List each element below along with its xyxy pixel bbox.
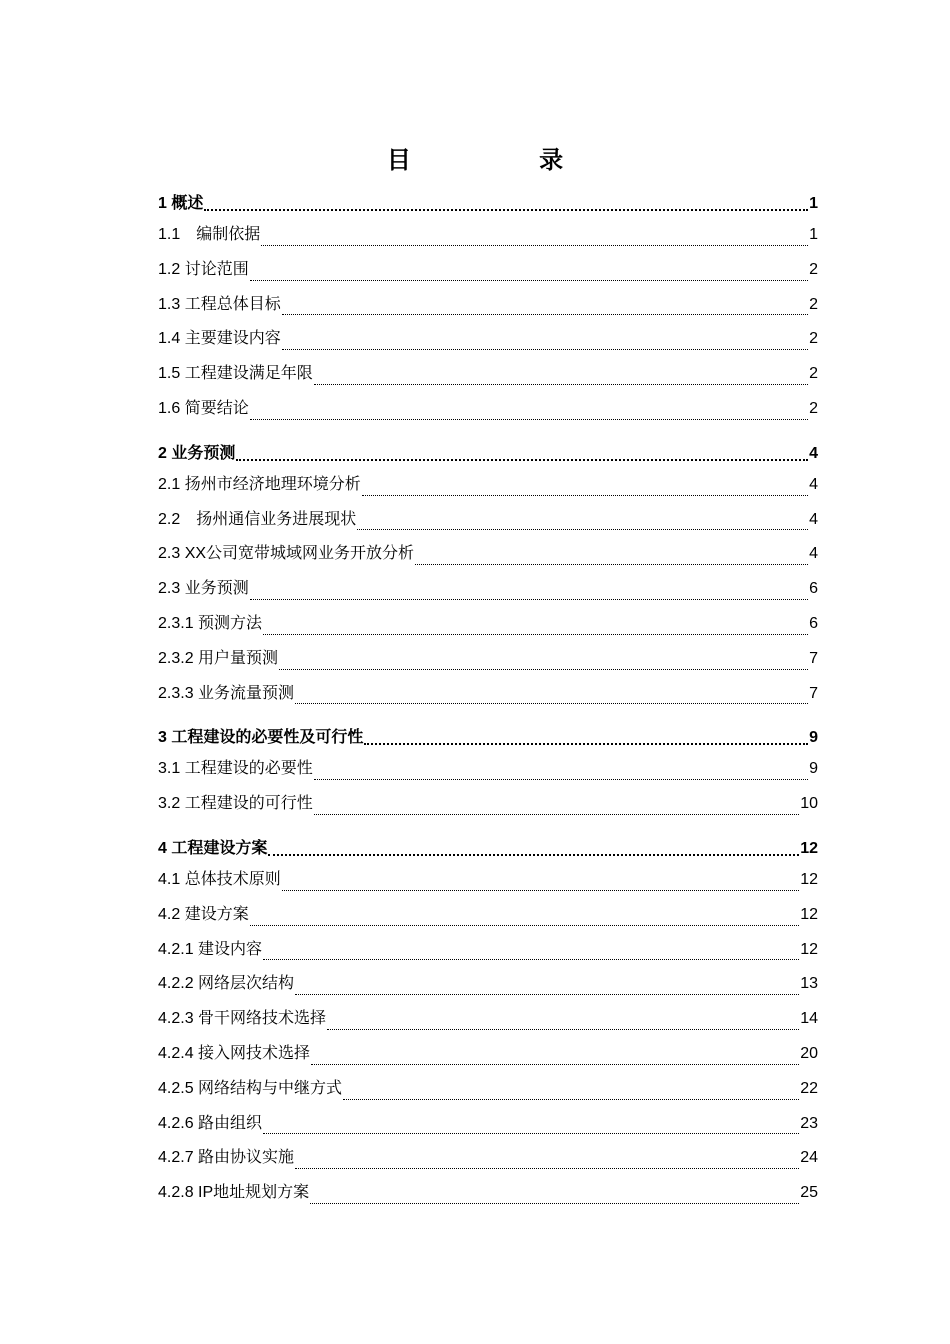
toc-entry[interactable]: [158, 360, 818, 395]
toc-leader-dots: [343, 1099, 799, 1100]
toc-leader-dots: [364, 743, 808, 745]
toc-entry[interactable]: [158, 1040, 818, 1075]
toc-entry-page-number: 20: [800, 1044, 818, 1062]
toc-entry[interactable]: [158, 936, 818, 971]
toc-entry-label: 4.2.1 建设内容: [158, 940, 263, 958]
toc-entry-label: 1 概述: [158, 195, 204, 212]
toc-entry-page-number: 7: [809, 684, 818, 702]
toc-entry-page-number: 14: [800, 1010, 818, 1028]
toc-entry-page-number: 7: [809, 649, 818, 667]
toc-entry-label: 1.5 工程建设满足年限: [158, 365, 313, 383]
toc-entry-label: 4.2.8 IP地址规划方案: [158, 1184, 310, 1202]
toc-entry[interactable]: [158, 901, 818, 936]
toc-entry-label: 1.1 编制依据: [158, 226, 261, 243]
toc-entry-page-number: 12: [800, 940, 818, 958]
toc-entry[interactable]: [158, 866, 818, 901]
toc-leader-dots: [314, 814, 800, 815]
toc-entry-page-number: 4: [809, 444, 818, 462]
toc-entry-label: 4.2.6 路由组织: [158, 1114, 263, 1132]
toc-leader-dots: [311, 1064, 799, 1065]
toc-leader-dots: [250, 280, 808, 281]
toc-entry[interactable]: [158, 970, 818, 1005]
toc-leader-dots: [295, 703, 808, 704]
toc-leader-dots: [250, 925, 800, 926]
toc-entry-page-number: 1: [809, 226, 818, 243]
toc-entry-page-number: 22: [800, 1079, 818, 1097]
toc-entry-page-number: 12: [800, 839, 818, 857]
toc-entry[interactable]: [158, 471, 818, 506]
toc-leader-dots: [295, 994, 799, 995]
toc-leader-dots: [236, 459, 808, 461]
toc-entry-page-number: 12: [800, 905, 818, 923]
toc-entry-label: 2.3.2 用户量预测: [158, 649, 279, 667]
toc-leader-dots: [263, 959, 799, 960]
toc-leader-dots: [268, 854, 799, 856]
toc-entry-label: 1.3 工程总体目标: [158, 295, 281, 313]
toc-leader-dots: [250, 599, 808, 600]
toc-entry-page-number: 6: [809, 614, 818, 632]
toc-leader-dots: [327, 1029, 799, 1030]
toc-leader-dots: [314, 384, 808, 385]
toc-leader-dots: [282, 890, 800, 891]
toc-entry-page-number: 2: [809, 260, 818, 278]
toc-entry-page-number: 9: [809, 729, 818, 747]
toc-leader-dots: [310, 1203, 799, 1204]
toc-entry-page-number: 2: [809, 295, 818, 313]
toc-entry-page-number: 2: [809, 330, 818, 348]
toc-entry[interactable]: [158, 1144, 818, 1179]
toc-entry[interactable]: [158, 1005, 818, 1040]
toc-entry[interactable]: [158, 540, 818, 575]
toc-entry[interactable]: [158, 190, 818, 221]
toc-entry-label: 1.4 主要建设内容: [158, 330, 281, 348]
toc-entry-label: 2.3 XX公司宽带城域网业务开放分析: [158, 545, 415, 563]
toc-entry-label: 2 业务预测: [158, 444, 236, 462]
toc-entry-page-number: 6: [809, 580, 818, 598]
toc-entry-label: 4.2.7 路由协议实施: [158, 1149, 295, 1167]
toc-entry-page-number: 10: [800, 795, 818, 813]
toc-leader-dots: [263, 634, 808, 635]
toc-entry-label: 2.3.1 预测方法: [158, 614, 263, 632]
toc-entry-label: 3.2 工程建设的可行性: [158, 795, 313, 813]
toc-entry-label: 3 工程建设的必要性及可行性: [158, 729, 364, 747]
toc-leader-dots: [250, 419, 808, 420]
toc-entry-page-number: 4: [809, 545, 818, 563]
toc-entry[interactable]: [158, 256, 818, 291]
toc-entry[interactable]: [158, 325, 818, 360]
toc-leader-dots: [362, 495, 808, 496]
toc-entry-label: 3.1 工程建设的必要性: [158, 760, 313, 778]
table-of-contents: [158, 190, 818, 1214]
toc-leader-dots: [415, 564, 808, 565]
toc-entry-label: 4.2.5 网络结构与中继方式: [158, 1079, 343, 1097]
toc-entry-page-number: 24: [800, 1149, 818, 1167]
toc-entry-page-number: 2: [809, 399, 818, 417]
toc-entry-page-number: 25: [800, 1184, 818, 1202]
toc-entry[interactable]: [158, 221, 818, 256]
toc-entry-page-number: 13: [800, 975, 818, 993]
toc-entry[interactable]: [158, 835, 818, 866]
toc-leader-dots: [295, 1168, 799, 1169]
toc-entry-label: 2.3 业务预测: [158, 580, 249, 598]
toc-entry[interactable]: [158, 790, 818, 825]
toc-entry[interactable]: [158, 755, 818, 790]
toc-entry-page-number: 4: [809, 475, 818, 493]
toc-entry[interactable]: [158, 575, 818, 610]
toc-entry[interactable]: [158, 680, 818, 715]
toc-entry-label: 2.1 扬州市经济地理环境分析: [158, 475, 361, 493]
toc-leader-dots: [261, 245, 808, 246]
toc-entry-label: 4.2.3 骨干网络技术选择: [158, 1010, 327, 1028]
toc-entry-page-number: 1: [809, 195, 818, 212]
toc-entry-label: 4 工程建设方案: [158, 839, 268, 857]
toc-entry-page-number: 12: [800, 870, 818, 888]
toc-entry-label: 4.2.2 网络层次结构: [158, 975, 295, 993]
toc-leader-dots: [204, 209, 808, 211]
toc-leader-dots: [282, 349, 808, 350]
toc-entry-label: 4.2 建设方案: [158, 905, 249, 923]
toc-entry-label: 1.2 讨论范围: [158, 260, 249, 278]
toc-entry[interactable]: [158, 1179, 818, 1214]
toc-entry-page-number: 9: [809, 760, 818, 778]
toc-entry[interactable]: [158, 610, 818, 645]
toc-entry[interactable]: [158, 645, 818, 680]
toc-leader-dots: [282, 314, 808, 315]
toc-entry[interactable]: [158, 395, 818, 430]
toc-entry[interactable]: [158, 506, 818, 541]
toc-entry-label: 4.1 总体技术原则: [158, 870, 281, 888]
toc-entry-label: 1.6 简要结论: [158, 399, 249, 417]
toc-entry-label: 2.2 扬州通信业务进展现状: [158, 510, 357, 528]
toc-entry[interactable]: [158, 724, 818, 755]
toc-leader-dots: [357, 529, 808, 530]
toc-entry-page-number: 23: [800, 1114, 818, 1132]
toc-entry[interactable]: [158, 440, 818, 471]
toc-leader-dots: [263, 1133, 799, 1134]
toc-entry[interactable]: [158, 1110, 818, 1145]
toc-leader-dots: [279, 669, 808, 670]
toc-entry-page-number: 2: [809, 365, 818, 383]
toc-entry-label: 2.3.3 业务流量预测: [158, 684, 295, 702]
toc-entry-label: 4.2.4 接入网技术选择: [158, 1044, 311, 1062]
page-title: 目 录: [386, 146, 624, 174]
toc-entry[interactable]: [158, 1075, 818, 1110]
toc-entry[interactable]: [158, 291, 818, 326]
toc-entry-page-number: 4: [809, 510, 818, 528]
toc-leader-dots: [314, 779, 808, 780]
